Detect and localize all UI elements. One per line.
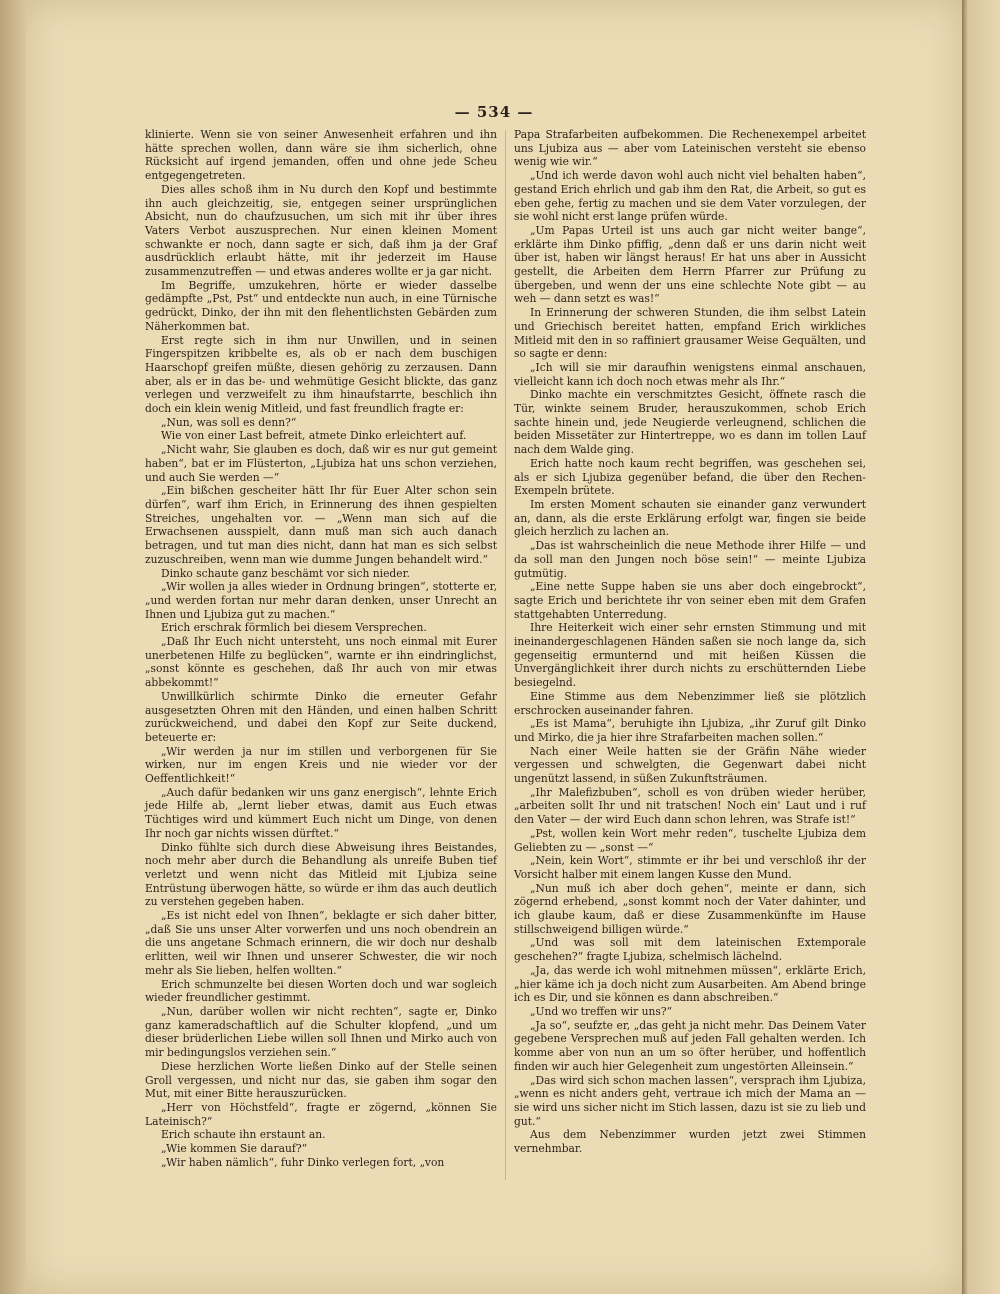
paragraph: „Pst, wollen kein Wort mehr reden“, tuschelte Ljubiza dem Geliebten zu — „sonst —“ — [514, 826, 866, 854]
paragraph: „Es ist Mama“, beruhigte ihn Ljubiza, „ihr Zuruf gilt Dinko und Mirko, die ja hier ihre Strafarbeiten machen sollen.“ — [514, 717, 866, 744]
next-page-edge — [962, 0, 1000, 1294]
paragraph: klinierte. Wenn sie von seiner Anwesenheit erfahren und ihn hätte sprechen wollen, dann wäre sie ihm sicherlich, ohne Rücksicht auf irgend jemanden, offen und ohne jede Scheu entgegengetreten. — [145, 128, 497, 183]
paragraph: Dies alles schoß ihm in Nu durch den Kopf und bestimmte ihn auch gleichzeitig, sie, entgegen seiner ursprünglichen Absicht, nun do chaufzusuchen, um sich mit ihr über ihres Vaters Verbot auszusprechen. Nur einen kleinen Moment schwankte er noch, dann sagte er sich, daß ihm ja der Graf ausdrücklich erlaubt hätte, mit ihr jederzeit im Hause zusammenzutreffen — und etwas anderes wollte er ja gar nicht. — [145, 182, 497, 279]
paragraph: „Daß Ihr Euch nicht untersteht, uns noch einmal mit Eurer unerbetenen Hilfe zu beglücken“, warnte er ihn eindringlichst, „sonst könnte es geschehen, daß Ihr auch von mir etwas abbekommt!“ — [145, 635, 497, 690]
paragraph: Im Begriffe, umzukehren, hörte er wieder dasselbe gedämpfte „Pst, Pst“ und entdeckte nun auch, in eine Türnische gedrückt, Dinko, der ihn mit den flehentlichsten Gebärden zum Näherkommen bat. — [145, 278, 497, 333]
paragraph: „Ihr Malefizbuben“, scholl es von drüben wieder herüber, „arbeiten sollt Ihr und nit tratschen! Noch ein' Laut und i ruf den Vater — der wird Euch dann schon lehren, was Strafe ist!“ — [514, 785, 866, 827]
paragraph: „Ja so“, seufzte er, „das geht ja nicht mehr. Das Deinem Vater gegebene Versprechen muß auf jeden Fall gehalten werden. Ich komme aber von nun an um so öfter herüber, und hoffentlich finden wir auch hier Gelegenheit zum ungestörten Alleinsein.“ — [514, 1018, 866, 1073]
paragraph: Ihre Heiterkeit wich einer sehr ernsten Stimmung und mit ineinandergeschlagenen Händen saßen sie noch lange da, sich gegenseitig ermunternd und mit heißen Küssen die Unvergänglichkeit ihrer durch nichts zu erschütternden Liebe besiegelnd. — [514, 621, 866, 690]
paragraph: „Und wo treffen wir uns?“ — [530, 1005, 673, 1018]
paragraph: Aus dem Nebenzimmer wurden jetzt zwei Stimmen vernehmbar. — [514, 1128, 866, 1156]
paragraph: „Herr von Höchstfeld“, fragte er zögernd, „können Sie Lateinisch?“ — [145, 1100, 497, 1128]
paragraph: „Ja, das werde ich wohl mitnehmen müssen“, erklärte Erich, „hier käme ich ja doch nicht zum Ausarbeiten. Am Abend bringe ich es Dir, und sie können es dann abschreiben.“ — [514, 963, 866, 1005]
paragraph: Nach einer Weile hatten sie der Gräfin Nähe wieder vergessen und schwelgten, die Gegenwart dabei nicht ungenützt lassend, in süßen Zukunftsträumen. — [514, 744, 866, 786]
paragraph: Dinko fühlte sich durch diese Abweisung ihres Beistandes, noch mehr aber durch die Behandlung als unreife Buben tief verletzt und wenn nicht das Mitleid mit Ljubiza seine Entrüstung überwogen hätte, so würde er ihm das auch deutlich zu verstehen gegeben haben. — [145, 840, 497, 909]
paragraph: Dinko schaute ganz beschämt vor sich nieder. — [161, 566, 410, 580]
paragraph: In Erinnerung der schweren Stunden, die ihm selbst Latein und Griechisch bereitet hatten, empfand Erich wirkliches Mitleid mit den in so raffiniert grausamer Weise Gequälten, und so sagte er denn: — [514, 306, 866, 361]
paragraph: „Nun, was soll es denn?“ — [161, 415, 297, 429]
paragraph: „Um Papas Urteil ist uns auch gar nicht weiter bange“, erklärte ihm Dinko pfiffig, „denn daß er uns darin nicht weit über ist, haben wir längst heraus! Er hat uns aber in Aussicht gestellt, die Arbeiten dem Herrn Pfarrer zur Prüfung zu übergeben, und wenn der uns eine schlechte Note gibt — au weh — dann setzt es was!“ — [514, 223, 866, 306]
paragraph: „Und was soll mit dem lateinischen Extemporale geschehen?“ fragte Ljubiza, schelmisch lächelnd. — [514, 936, 866, 964]
right-column — [514, 128, 866, 1156]
left-column — [145, 128, 497, 1169]
paragraph: „Wir werden ja nur im stillen und verborgenen für Sie wirken, nur im engen Kreis und nie wieder vor der Oeffentlichkeit!“ — [145, 744, 497, 786]
page-number: — 534 — — [454, 103, 534, 121]
paragraph: „Nicht wahr, Sie glauben es doch, daß wir es nur gut gemeint haben“, bat er im Flüsterton, „Ljubiza hat uns schon verziehen, und auch Sie werden —“ — [145, 443, 497, 484]
book-page — [26, 0, 962, 1294]
paragraph: „Das wird sich schon machen lassen“, versprach ihm Ljubiza, „wenn es nicht anders geht, vertraue ich mich der Mama an — sie wird uns sicher nicht im Stich lassen, dazu ist sie zu lieb und gut.“ — [514, 1073, 866, 1128]
paragraph: „Ich will sie mir daraufhin wenigstens einmal anschauen, vielleicht kann ich doch noch etwas mehr als Ihr.“ — [514, 360, 866, 388]
paragraph: Erich hatte noch kaum recht begriffen, was geschehen sei, als er sich Ljubiza gegenüber befand, die über den Rechen-Exempeln brütete. — [514, 456, 866, 498]
paragraph: „Nein, kein Wort“, stimmte er ihr bei und verschloß ihr der Vorsicht halber mit einem langen Kusse den Mund. — [514, 854, 866, 881]
paragraph: „Eine nette Suppe haben sie uns aber doch eingebrockt“, sagte Erich und berichtete ihr von seiner eben mit dem Grafen stattgehabten Unterredung. — [514, 580, 866, 621]
paragraph: Erich schaute ihn erstaunt an. — [161, 1128, 326, 1142]
paragraph: Eine Stimme aus dem Nebenzimmer ließ sie plötzlich erschrocken auseinander fahren. — [514, 689, 866, 717]
scan-edge — [0, 0, 26, 1294]
paragraph: „Das ist wahrscheinlich die neue Methode ihrer Hilfe — und da soll man den Jungen noch böse sein!“ — meinte Ljubiza gutmütig. — [514, 539, 866, 580]
paragraph: Wie von einer Last befreit, atmete Dinko erleichtert auf. — [161, 429, 467, 443]
paragraph: „Nun muß ich aber doch gehen“, meinte er dann, sich zögernd erhebend, „sonst kommt noch der Vater dahinter, und ich glaube kaum, daß er diese Zusammenkünfte im Hause stillschweigend billigen würde.“ — [514, 881, 866, 936]
paragraph: „Es ist nicht edel von Ihnen“, beklagte er sich daher bitter, „daß Sie uns unser Alter vorwerfen und uns noch obendrein an die uns angetane Schmach erinnern, die wir doch nur deshalb erlitten, weil wir Ihnen und unserer Schwester, die wir noch mehr als Sie lieben, helfen wollten.“ — [145, 909, 497, 977]
paragraph: Dinko machte ein verschmitztes Gesicht, öffnete rasch die Tür, winkte seinem Bruder, herauszukommen, schob Erich sachte hinein und, jede Neugierde verleugnend, schlichen die beiden Missetäter zur Hintertreppe, wo es dann im tollen Lauf nach dem Walde ging. — [514, 388, 866, 457]
paragraph: Papa Strafarbeiten aufbekommen. Die Rechenexempel arbeitet uns Ljubiza aus — aber vom Lateinischen versteht sie ebenso wenig wie wir.“ — [514, 128, 866, 169]
paragraph: Erich schmunzelte bei diesen Worten doch und war sogleich wieder freundlicher gestimmt. — [145, 977, 497, 1005]
column-divider — [505, 130, 506, 1180]
paragraph: „Wir haben nämlich“, fuhr Dinko verlegen fort, „von — [161, 1155, 445, 1169]
paragraph: „Ein bißchen gescheiter hätt Ihr für Euer Alter schon sein dürfen“, warf ihm Erich, in Erinnerung des ihnen gespielten Streiches, ungehalten vor. — „Wenn man sich auf die Erwachsenen ausspielt, dann muß man sich auch danach betragen, und tut man dies nicht, dann hat man es sich selbst zuzuschreiben, wenn man wie dumme Jungen behandelt wird.“ — [145, 484, 497, 566]
paragraph: „Wie kommen Sie darauf?“ — [161, 1142, 308, 1156]
paragraph: „Auch dafür bedanken wir uns ganz energisch“, lehnte Erich jede Hilfe ab, „lernt lieber etwas, damit aus Euch etwas Tüchtiges wird und kümmert Euch nicht um Dinge, von denen Ihr noch gar nichts wissen dürftet.“ — [145, 785, 497, 840]
paragraph: Erich erschrak förmlich bei diesem Versprechen. — [161, 621, 427, 635]
paragraph: Unwillkürlich schirmte Dinko die erneuter Gefahr ausgesetzten Ohren mit den Händen, und einen halben Schritt zurückweichend, und dabei den Kopf zur Seite duckend, beteuerte er: — [145, 689, 497, 744]
paragraph: „Und ich werde davon wohl auch nicht viel behalten haben“, gestand Erich ehrlich und gab ihm den Rat, die Arbeit, so gut es eben gehe, fertig zu machen und sie dem Vater vorzulegen, der sie wohl nicht erst lange prüfen würde. — [514, 169, 866, 224]
paragraph: „Wir wollen ja alles wieder in Ordnung bringen“, stotterte er, „und werden fortan nur mehr daran denken, unser Unrecht an Ihnen und Ljubiza gut zu machen.“ — [145, 580, 497, 621]
paragraph: Erst regte sich in ihm nur Unwillen, und in seinen Fingerspitzen kribbelte es, als ob er nach dem buschigen Haarschopf greifen müßte, diesen gehörig zu zerzausen. Dann aber, als er in das be- und wehmütige Gesicht blickte, das ganz verlegen und verzweifelt zu ihm hinaufstarrte, beschlich ihn doch ein klein wenig Mitleid, und fast freundlich fragte er: — [145, 333, 497, 416]
paragraph: Diese herzlichen Worte ließen Dinko auf der Stelle seinen Groll vergessen, und nicht nur das, sie gaben ihm sogar den Mut, mit einer Bitte herauszurücken. — [145, 1059, 497, 1101]
paragraph: Im ersten Moment schauten sie einander ganz verwundert an, dann, als die erste Erklärung erfolgt war, fingen sie beide gleich herzlich zu lachen an. — [514, 497, 866, 539]
paragraph: „Nun, darüber wollen wir nicht rechten“, sagte er, Dinko ganz kameradschaftlich auf die Schulter klopfend, „und um dieser brüderlichen Liebe willen soll Ihnen und Mirko auch von mir bedingungslos verziehen sein.“ — [145, 1005, 497, 1060]
